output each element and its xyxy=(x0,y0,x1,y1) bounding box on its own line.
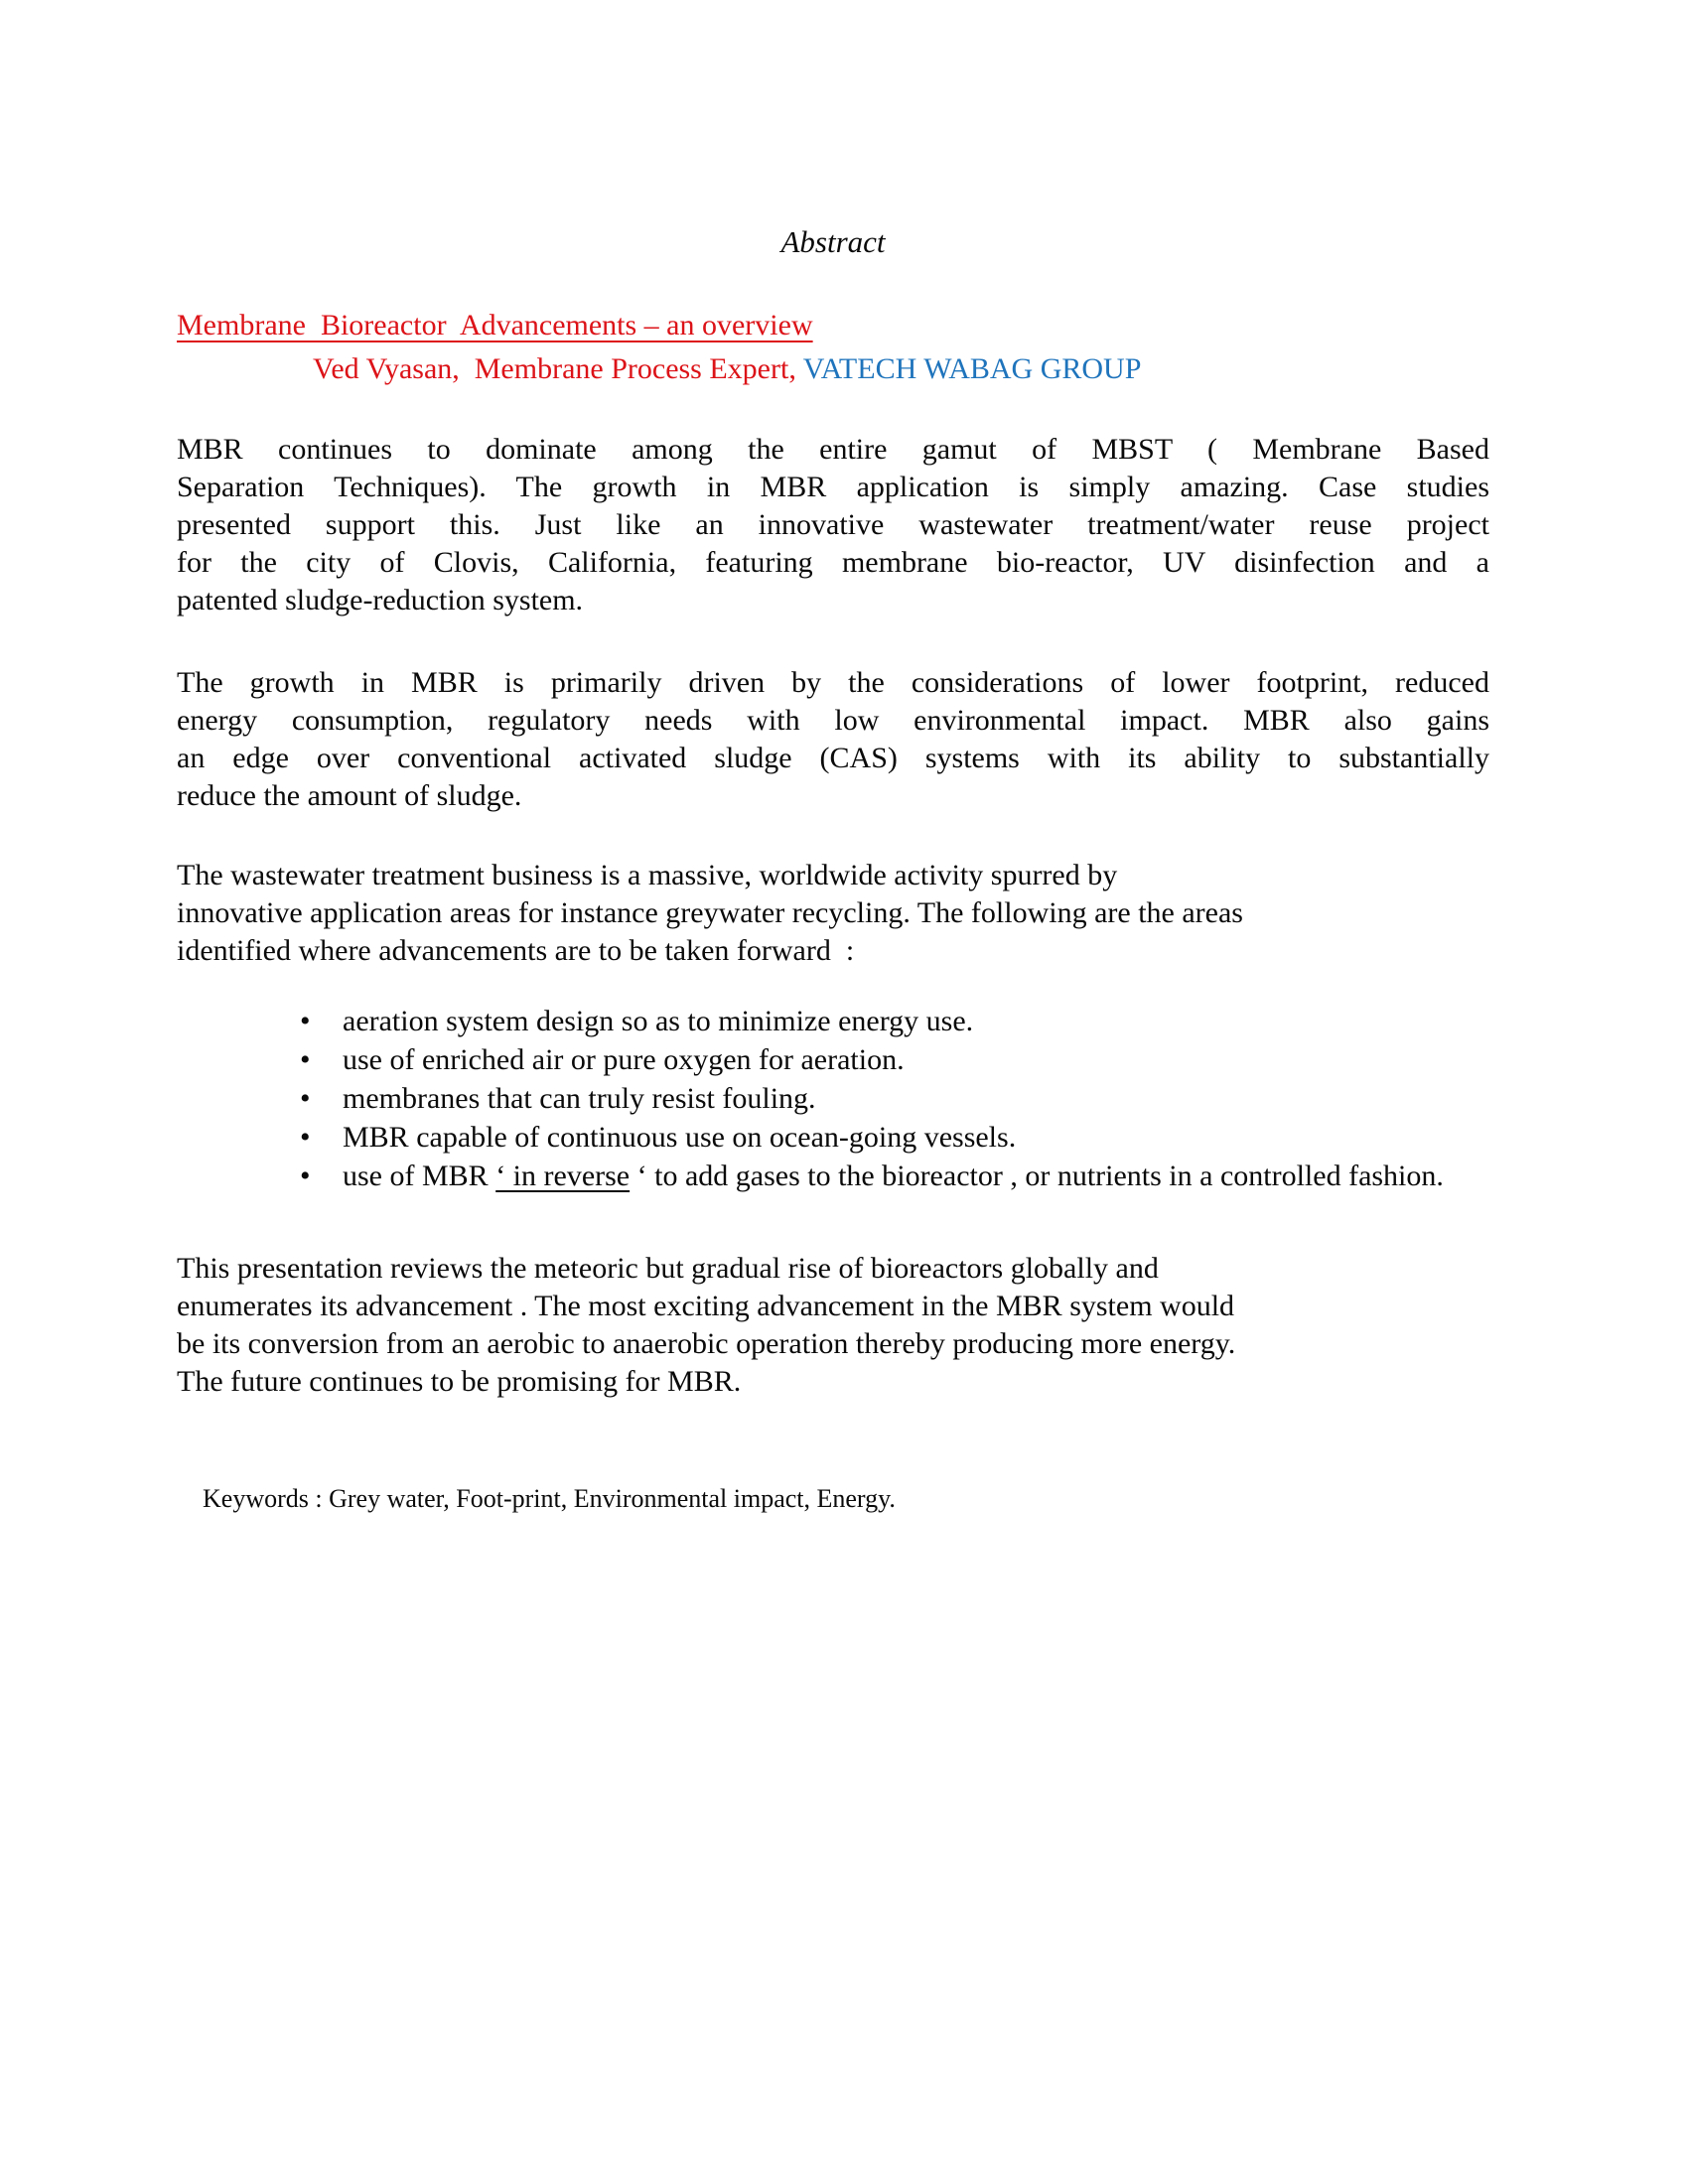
text-line: for the city of Clovis, California, featuring membrane bio-reactor, UV disinfection and a xyxy=(177,546,1489,579)
bullet-text: aeration system design so as to minimize energy use. xyxy=(343,1005,974,1037)
text-line: This presentation reviews the meteoric but gradual rise of bioreactors globally and xyxy=(177,1252,1159,1285)
author-name-role: Ved Vyasan, Membrane Process Expert, xyxy=(313,352,803,385)
text-line: The growth in MBR is primarily driven by the considerations of lower footprint, reduced xyxy=(177,666,1489,699)
text-line: energy consumption, regulatory needs with low environmental impact. MBR also gains xyxy=(177,704,1489,737)
paragraph-4 xyxy=(177,1250,1489,1401)
bullet-text: MBR capable of continuous use on ocean-going vessels. xyxy=(343,1121,1017,1154)
bullet-text: use of enriched air or pure oxygen for aeration. xyxy=(343,1043,905,1076)
paragraph-2 xyxy=(177,664,1489,815)
keywords-text: Grey water, Foot-print, Environmental impact, Energy. xyxy=(329,1484,896,1513)
bullet-text: membranes that can truly resist fouling. xyxy=(343,1082,816,1115)
bullet-text: ‘ to add gases to the bioreactor , or nutrients in a controlled fashion. xyxy=(630,1160,1444,1192)
text-line: identified where advancements are to be taken forward : xyxy=(177,934,855,967)
text-line: MBR continues to dominate among the entire gamut of MBST ( Membrane Based xyxy=(177,433,1489,466)
keywords-line xyxy=(177,1448,1489,1550)
abstract-heading: Abstract xyxy=(780,224,886,259)
list-item xyxy=(177,1079,1489,1118)
keywords-label: Keywords xyxy=(203,1484,309,1513)
document-title-text: Membrane Bioreactor Advancements – an overview xyxy=(177,309,813,341)
paragraph-1 xyxy=(177,431,1489,619)
text-line: an edge over conventional activated sludge (CAS) systems with its ability to substantially xyxy=(177,742,1489,774)
list-item xyxy=(177,1157,1489,1195)
author-company: VATECH WABAG GROUP xyxy=(802,352,1142,385)
document-title xyxy=(177,306,1489,345)
text-line: patented sludge-reduction system. xyxy=(177,584,584,616)
list-item xyxy=(177,1118,1489,1157)
bullet-list xyxy=(177,1002,1489,1195)
author-line xyxy=(177,349,1489,389)
text-line: be its conversion from an aerobic to anaerobic operation thereby producing more energy. xyxy=(177,1327,1236,1360)
text-line: reduce the amount of sludge. xyxy=(177,779,522,812)
text-line: The future continues to be promising for MBR. xyxy=(177,1365,742,1398)
text-line: The wastewater treatment business is a massive, worldwide activity spurred by xyxy=(177,859,1118,891)
list-item xyxy=(177,1040,1489,1079)
text-line: Separation Techniques). The growth in MBR application is simply amazing. Case studies xyxy=(177,471,1489,503)
text-line: innovative application areas for instance greywater recycling. The following are the areas xyxy=(177,896,1243,929)
text-line: presented support this. Just like an innovative wastewater treatment/water reuse project xyxy=(177,508,1489,541)
bullet-underlined-phrase: ‘ in reverse xyxy=(495,1160,631,1192)
text-line: enumerates its advancement . The most exciting advancement in the MBR system would xyxy=(177,1290,1235,1322)
bullet-text: use of MBR xyxy=(343,1160,496,1192)
keywords-separator: : xyxy=(308,1484,330,1513)
list-item xyxy=(177,1002,1489,1040)
paragraph-3 xyxy=(177,857,1489,970)
